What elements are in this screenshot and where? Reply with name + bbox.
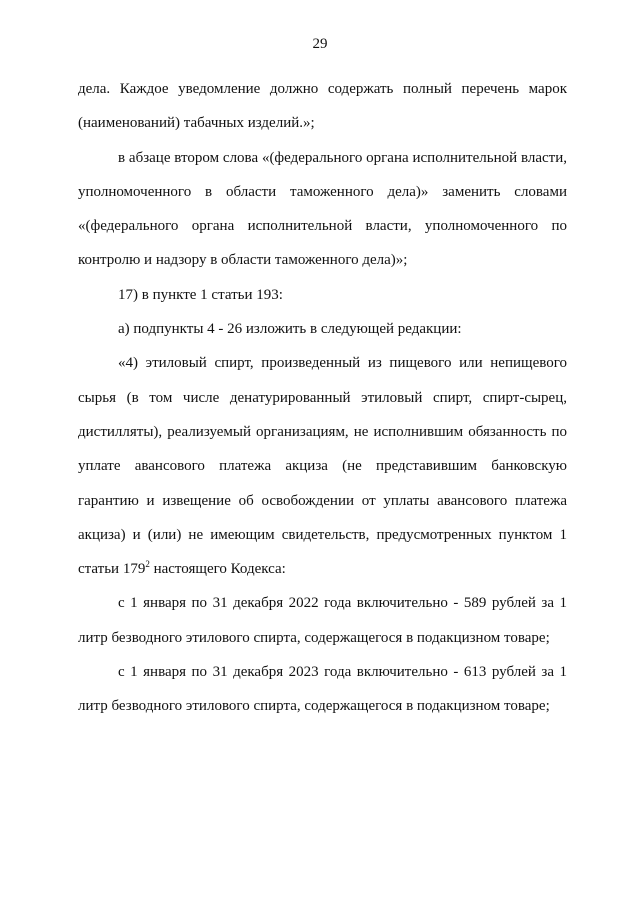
paragraph-subitem-4 xyxy=(78,346,567,586)
paragraph-continuation: дела. Каждое уведомление должно содержать полный перечень марок (наименований) табачных изделий.»; xyxy=(78,81,567,132)
paragraph-subitem-4-text: «4) этиловый спирт, произведенный из пищевого или непищевого сырья (в том числе денатурированный этиловый спирт, спирт-сырец, дистилляты), реализуемый организациям, не исполнившим обязанность по уплате авансового платежа акциза (не представившим банковскую гарантию и извещение об освобождении от уплаты авансового платежа акциза) и (или) не имеющим свидетельств, предусмотренных пунктом 1 статьи 179 xyxy=(78,355,567,578)
page-number: 29 xyxy=(312,36,328,52)
superscript-index: 2 xyxy=(145,559,150,570)
paragraph-rate-2023: с 1 января по 31 декабря 2023 года включительно - 613 рублей за 1 литр безводного этилового спирта, содержащегося в подакцизном товаре; xyxy=(78,664,567,715)
paragraph-subitem-a: а) подпункты 4 - 26 изложить в следующей редакции: xyxy=(118,321,462,338)
document-body xyxy=(78,72,567,724)
paragraph-amendment-abzac: в абзаце втором слова «(федерального органа исполнительной власти, уполномоченного в области таможенного дела)» заменить словами «(федерального органа исполнительной власти, уполномоченного по контролю и надзору в области таможенного дела)»; xyxy=(78,149,567,269)
paragraph-item-17: 17) в пункте 1 статьи 193: xyxy=(118,286,283,303)
paragraph-subitem-4-tail: настоящего Кодекса: xyxy=(149,561,286,578)
paragraph-rate-2022: с 1 января по 31 декабря 2022 года включительно - 589 рублей за 1 литр безводного этилового спирта, содержащегося в подакцизном товаре; xyxy=(78,595,567,646)
